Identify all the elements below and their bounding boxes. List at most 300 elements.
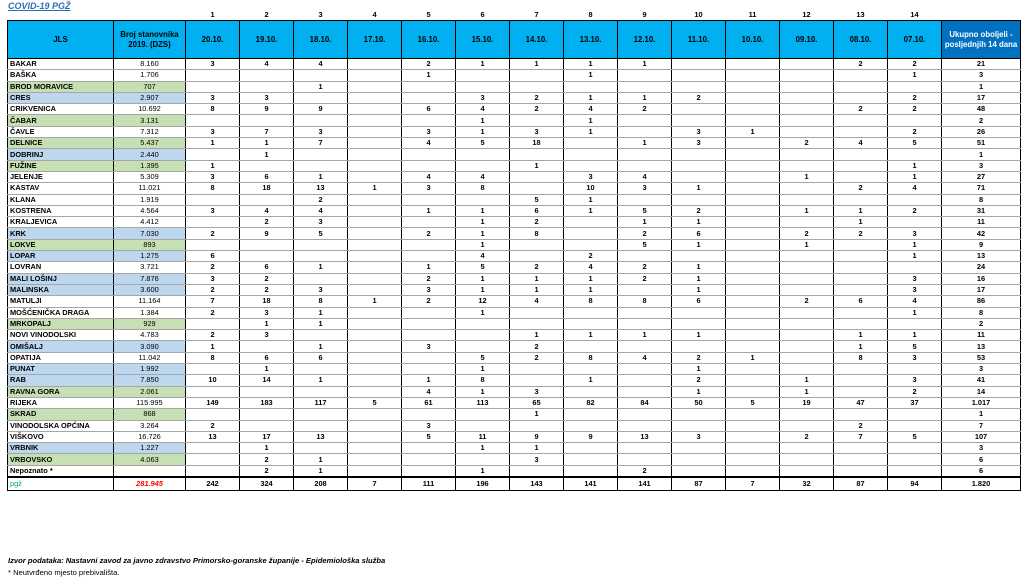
case-count-cell: 2 — [780, 431, 834, 442]
covid-table — [7, 10, 1021, 491]
case-count-cell — [402, 92, 456, 103]
case-count-cell — [726, 273, 780, 284]
case-count-cell — [726, 81, 780, 92]
case-count-cell: 1 — [834, 330, 888, 341]
case-count-cell: 4 — [402, 386, 456, 397]
daily-total-cell: 32 — [780, 477, 834, 491]
case-count-cell — [780, 104, 834, 115]
case-count-cell: 2 — [240, 273, 294, 284]
case-count-cell: 1 — [564, 284, 618, 295]
case-count-cell: 8 — [456, 375, 510, 386]
case-count-cell — [618, 194, 672, 205]
case-count-cell: 1 — [294, 341, 348, 352]
row-total-cell: 17 — [942, 284, 1021, 295]
case-count-cell: 1 — [888, 330, 942, 341]
population-cell: 1.275 — [114, 251, 186, 262]
table-row — [8, 431, 1021, 442]
daily-total-cell: 87 — [834, 477, 888, 491]
row-total-cell: 1.017 — [942, 397, 1021, 408]
case-count-cell: 5 — [510, 194, 564, 205]
case-count-cell — [348, 70, 402, 81]
row-total-cell: 48 — [942, 104, 1021, 115]
case-count-cell — [456, 454, 510, 465]
case-count-cell — [510, 70, 564, 81]
table-row — [8, 465, 1021, 477]
case-count-cell: 3 — [240, 330, 294, 341]
case-count-cell — [348, 92, 402, 103]
case-count-cell — [780, 409, 834, 420]
case-count-cell — [510, 183, 564, 194]
case-count-cell: 1 — [240, 138, 294, 149]
row-total-cell: 21 — [942, 59, 1021, 70]
municipality-name: KLANA — [8, 194, 114, 205]
case-count-cell — [672, 443, 726, 454]
case-count-cell — [564, 420, 618, 431]
case-count-cell — [240, 70, 294, 81]
population-cell: 4.412 — [114, 217, 186, 228]
population-cell: 1.395 — [114, 160, 186, 171]
population-cell: 5.309 — [114, 171, 186, 182]
case-count-cell: 2 — [888, 104, 942, 115]
case-count-cell: 4 — [402, 171, 456, 182]
case-count-cell — [186, 239, 240, 250]
population-cell: 1.992 — [114, 364, 186, 375]
municipality-name: OMIŠALJ — [8, 341, 114, 352]
case-count-cell — [618, 126, 672, 137]
case-count-cell — [348, 205, 402, 216]
case-count-cell: 2 — [402, 296, 456, 307]
case-count-cell — [348, 251, 402, 262]
column-number: 1 — [210, 10, 215, 19]
case-count-cell: 2 — [510, 262, 564, 273]
case-count-cell — [726, 296, 780, 307]
case-count-cell: 1 — [294, 262, 348, 273]
case-count-cell: 1 — [672, 239, 726, 250]
case-count-cell: 8 — [456, 183, 510, 194]
row-total-cell: 2 — [942, 115, 1021, 126]
case-count-cell — [348, 465, 402, 477]
case-count-cell: 2 — [186, 228, 240, 239]
column-number: 13 — [856, 10, 865, 19]
row-total-cell: 71 — [942, 183, 1021, 194]
case-count-cell: 2 — [240, 284, 294, 295]
case-count-cell — [888, 217, 942, 228]
case-count-cell — [780, 81, 834, 92]
population-cell: 3.090 — [114, 341, 186, 352]
case-count-cell: 1 — [240, 149, 294, 160]
case-count-cell: 4 — [564, 262, 618, 273]
case-count-cell — [834, 171, 888, 182]
population-cell: 2.440 — [114, 149, 186, 160]
case-count-cell — [294, 149, 348, 160]
population-cell: 115.995 — [114, 397, 186, 408]
case-count-cell: 50 — [672, 397, 726, 408]
case-count-cell — [780, 364, 834, 375]
case-count-cell — [780, 92, 834, 103]
case-count-cell — [294, 92, 348, 103]
table-row — [8, 205, 1021, 216]
case-count-cell — [186, 465, 240, 477]
population-cell: 1.384 — [114, 307, 186, 318]
case-count-cell — [834, 126, 888, 137]
case-count-cell: 2 — [834, 104, 888, 115]
table-row — [8, 59, 1021, 70]
case-count-cell: 3 — [294, 217, 348, 228]
table-row — [8, 296, 1021, 307]
case-count-cell: 1 — [240, 318, 294, 329]
case-count-cell: 5 — [456, 262, 510, 273]
municipality-name: MRKOPALJ — [8, 318, 114, 329]
table-row — [8, 262, 1021, 273]
case-count-cell — [402, 318, 456, 329]
population-cell: 3.264 — [114, 420, 186, 431]
case-count-cell — [402, 160, 456, 171]
table-row — [8, 149, 1021, 160]
case-count-cell — [780, 352, 834, 363]
case-count-cell — [672, 149, 726, 160]
case-count-cell: 5 — [294, 228, 348, 239]
case-count-cell: 2 — [240, 454, 294, 465]
municipality-name: LOKVE — [8, 239, 114, 250]
row-total-cell: 3 — [942, 364, 1021, 375]
case-count-cell: 2 — [672, 205, 726, 216]
case-count-cell: 1 — [186, 341, 240, 352]
case-count-cell — [294, 115, 348, 126]
population-cell: 893 — [114, 239, 186, 250]
case-count-cell — [510, 364, 564, 375]
case-count-cell — [564, 364, 618, 375]
case-count-cell: 9 — [294, 104, 348, 115]
case-count-cell: 6 — [510, 205, 564, 216]
case-count-cell — [834, 92, 888, 103]
case-count-cell — [780, 273, 834, 284]
case-count-cell — [888, 409, 942, 420]
case-count-cell: 1 — [456, 443, 510, 454]
case-count-cell — [348, 307, 402, 318]
case-count-cell: 149 — [186, 397, 240, 408]
case-count-cell: 4 — [456, 104, 510, 115]
case-count-cell — [672, 318, 726, 329]
case-count-cell: 2 — [888, 205, 942, 216]
case-count-cell — [618, 160, 672, 171]
case-count-cell: 5 — [888, 138, 942, 149]
municipality-name: BAŠKA — [8, 70, 114, 81]
date-header: 10.10. — [726, 21, 780, 59]
case-count-cell — [348, 352, 402, 363]
case-count-cell — [780, 341, 834, 352]
case-count-cell: 7 — [294, 138, 348, 149]
column-number: 9 — [642, 10, 647, 19]
municipality-name: BROD MORAVICE — [8, 81, 114, 92]
case-count-cell — [834, 251, 888, 262]
population-cell: 4.783 — [114, 330, 186, 341]
case-count-cell — [834, 262, 888, 273]
table-row — [8, 352, 1021, 363]
case-count-cell — [402, 217, 456, 228]
case-count-cell — [618, 443, 672, 454]
case-count-cell — [618, 375, 672, 386]
case-count-cell: 1 — [672, 386, 726, 397]
case-count-cell: 1 — [294, 307, 348, 318]
case-count-cell — [186, 364, 240, 375]
case-count-cell: 1 — [564, 273, 618, 284]
case-count-cell — [834, 409, 888, 420]
case-count-cell: 1 — [186, 138, 240, 149]
case-count-cell: 2 — [564, 251, 618, 262]
row-total-cell: 11 — [942, 217, 1021, 228]
case-count-cell: 2 — [510, 341, 564, 352]
case-count-cell — [186, 318, 240, 329]
case-count-cell — [348, 284, 402, 295]
municipality-name: JELENJE — [8, 171, 114, 182]
case-count-cell: 3 — [186, 205, 240, 216]
case-count-cell: 14 — [240, 375, 294, 386]
case-count-cell — [834, 443, 888, 454]
table-row — [8, 307, 1021, 318]
case-count-cell: 10 — [564, 183, 618, 194]
table-row — [8, 115, 1021, 126]
case-count-cell — [888, 149, 942, 160]
case-count-cell — [294, 386, 348, 397]
table-row — [8, 104, 1021, 115]
column-number: 8 — [588, 10, 593, 19]
population-cell: 1.919 — [114, 194, 186, 205]
case-count-cell — [240, 341, 294, 352]
case-count-cell: 5 — [348, 397, 402, 408]
case-count-cell — [726, 443, 780, 454]
row-total-cell: 53 — [942, 352, 1021, 363]
date-header: 11.10. — [672, 21, 726, 59]
case-count-cell: 1 — [456, 273, 510, 284]
case-count-cell: 61 — [402, 397, 456, 408]
case-count-cell — [348, 104, 402, 115]
case-count-cell — [456, 149, 510, 160]
case-count-cell: 1 — [888, 171, 942, 182]
case-count-cell — [888, 443, 942, 454]
case-count-cell — [672, 465, 726, 477]
case-count-cell: 8 — [186, 104, 240, 115]
case-count-cell: 2 — [834, 59, 888, 70]
case-count-cell — [726, 149, 780, 160]
population-cell: 8.160 — [114, 59, 186, 70]
row-total-cell: 8 — [942, 307, 1021, 318]
case-count-cell — [672, 104, 726, 115]
municipality-name: MALI LOŠINJ — [8, 273, 114, 284]
case-count-cell — [672, 70, 726, 81]
case-count-cell: 1 — [780, 239, 834, 250]
case-count-cell: 1 — [456, 364, 510, 375]
case-count-cell: 2 — [780, 228, 834, 239]
municipality-name: LOPAR — [8, 251, 114, 262]
case-count-cell — [834, 239, 888, 250]
case-count-cell — [834, 149, 888, 160]
case-count-cell — [726, 251, 780, 262]
case-count-cell — [726, 171, 780, 182]
case-count-cell: 1 — [348, 183, 402, 194]
case-count-cell: 8 — [564, 296, 618, 307]
case-count-cell — [240, 386, 294, 397]
row-total-cell: 2 — [942, 318, 1021, 329]
case-count-cell — [456, 194, 510, 205]
case-count-cell — [672, 59, 726, 70]
municipality-name: ČABAR — [8, 115, 114, 126]
case-count-cell: 3 — [888, 284, 942, 295]
population-cell: 5.437 — [114, 138, 186, 149]
case-count-cell: 3 — [672, 431, 726, 442]
row-total-cell: 24 — [942, 262, 1021, 273]
total-14-days-header: Ukupno oboljeli - posljednjih 14 dana — [942, 21, 1021, 59]
case-count-cell — [726, 160, 780, 171]
case-count-cell — [726, 115, 780, 126]
case-count-cell — [672, 420, 726, 431]
case-count-cell: 3 — [402, 341, 456, 352]
case-count-cell — [726, 364, 780, 375]
case-count-cell: 3 — [402, 183, 456, 194]
case-count-cell — [780, 284, 834, 295]
case-count-cell — [186, 454, 240, 465]
case-count-cell: 9 — [564, 431, 618, 442]
case-count-cell — [402, 465, 456, 477]
case-count-cell — [186, 115, 240, 126]
case-count-cell — [402, 443, 456, 454]
case-count-cell: 1 — [564, 205, 618, 216]
case-count-cell: 2 — [618, 228, 672, 239]
case-count-cell — [456, 330, 510, 341]
case-count-cell: 4 — [618, 352, 672, 363]
municipality-name: KRALJEVICA — [8, 217, 114, 228]
case-count-cell: 1 — [564, 375, 618, 386]
case-count-cell — [834, 375, 888, 386]
case-count-cell — [294, 443, 348, 454]
row-total-cell: 3 — [942, 443, 1021, 454]
case-count-cell: 1 — [834, 205, 888, 216]
case-count-cell: 1 — [834, 217, 888, 228]
case-count-cell: 2 — [510, 92, 564, 103]
case-count-cell — [726, 386, 780, 397]
municipality-name: KRK — [8, 228, 114, 239]
population-header: Broj stanovnika 2019. (DZS) — [114, 21, 186, 59]
row-total-cell: 1 — [942, 149, 1021, 160]
case-count-cell — [726, 104, 780, 115]
case-count-cell: 84 — [618, 397, 672, 408]
municipality-name: VIŠKOVO — [8, 431, 114, 442]
case-count-cell — [888, 364, 942, 375]
population-cell: 707 — [114, 81, 186, 92]
column-number: 2 — [264, 10, 269, 19]
case-count-cell — [186, 70, 240, 81]
case-count-cell — [456, 409, 510, 420]
row-total-cell: 16 — [942, 273, 1021, 284]
row-total-cell: 14 — [942, 386, 1021, 397]
table-row — [8, 217, 1021, 228]
case-count-cell: 2 — [402, 59, 456, 70]
case-count-cell: 13 — [618, 431, 672, 442]
row-total-cell: 42 — [942, 228, 1021, 239]
population-cell: 3.131 — [114, 115, 186, 126]
row-total-cell: 6 — [942, 454, 1021, 465]
case-count-cell: 6 — [294, 352, 348, 363]
case-count-cell — [348, 228, 402, 239]
case-count-cell: 6 — [672, 228, 726, 239]
municipality-name: MALINSKA — [8, 284, 114, 295]
case-count-cell — [348, 160, 402, 171]
daily-total-cell: 324 — [240, 477, 294, 491]
case-count-cell — [186, 194, 240, 205]
case-count-cell: 3 — [402, 420, 456, 431]
case-count-cell: 2 — [618, 465, 672, 477]
case-count-cell: 5 — [726, 397, 780, 408]
case-count-cell — [240, 160, 294, 171]
population-cell — [114, 465, 186, 477]
case-count-cell: 1 — [888, 251, 942, 262]
case-count-cell: 3 — [240, 307, 294, 318]
municipality-name: FUŽINE — [8, 160, 114, 171]
case-count-cell — [780, 465, 834, 477]
table-row — [8, 138, 1021, 149]
table-row — [8, 160, 1021, 171]
case-count-cell: 4 — [240, 59, 294, 70]
case-count-cell — [402, 239, 456, 250]
case-count-cell: 3 — [294, 126, 348, 137]
case-count-cell: 2 — [510, 352, 564, 363]
case-count-cell: 8 — [294, 296, 348, 307]
daily-total-cell: 94 — [888, 477, 942, 491]
case-count-cell: 1 — [564, 92, 618, 103]
case-count-cell — [402, 307, 456, 318]
case-count-cell: 13 — [294, 431, 348, 442]
case-count-cell: 3 — [186, 59, 240, 70]
case-count-cell — [672, 160, 726, 171]
case-count-cell: 2 — [186, 307, 240, 318]
case-count-cell: 1 — [780, 171, 834, 182]
case-count-cell — [348, 239, 402, 250]
row-total-cell: 13 — [942, 251, 1021, 262]
case-count-cell — [618, 284, 672, 295]
case-count-cell: 2 — [240, 465, 294, 477]
case-count-cell — [564, 81, 618, 92]
case-count-cell — [888, 318, 942, 329]
case-count-cell: 1 — [402, 70, 456, 81]
case-count-cell: 3 — [618, 183, 672, 194]
row-total-cell: 1 — [942, 409, 1021, 420]
case-count-cell: 1 — [672, 262, 726, 273]
case-count-cell — [618, 364, 672, 375]
date-header: 15.10. — [456, 21, 510, 59]
population-cell: 16.726 — [114, 431, 186, 442]
case-count-cell: 2 — [618, 262, 672, 273]
case-count-cell — [564, 239, 618, 250]
case-count-cell: 9 — [240, 104, 294, 115]
case-count-cell — [618, 70, 672, 81]
case-count-cell — [888, 465, 942, 477]
case-count-cell: 1 — [294, 318, 348, 329]
case-count-cell — [834, 318, 888, 329]
table-row — [8, 341, 1021, 352]
case-count-cell — [510, 420, 564, 431]
case-count-cell — [348, 138, 402, 149]
case-count-cell — [348, 409, 402, 420]
case-count-cell: 3 — [456, 92, 510, 103]
population-cell: 10.692 — [114, 104, 186, 115]
case-count-cell: 2 — [186, 420, 240, 431]
case-count-cell: 4 — [294, 205, 348, 216]
case-count-cell: 1 — [240, 443, 294, 454]
population-cell: 7.312 — [114, 126, 186, 137]
case-count-cell — [456, 420, 510, 431]
table-row — [8, 273, 1021, 284]
municipality-name: MOŠĆENIČKA DRAGA — [8, 307, 114, 318]
case-count-cell — [510, 239, 564, 250]
